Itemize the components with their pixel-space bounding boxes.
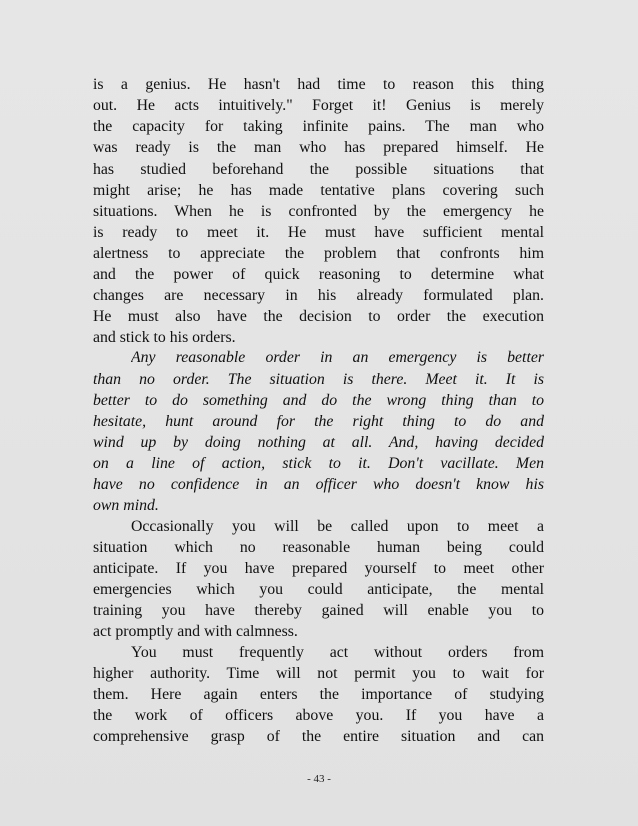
text-line: out. He acts intuitively." Forget it! Genius is merely — [93, 97, 544, 114]
text-line: higher authority. Time will not permit you to wait for — [93, 665, 544, 682]
text-line: training you have thereby gained will enable you to — [93, 602, 544, 619]
text-line: alertness to appreciate the problem that confronts him — [93, 245, 544, 262]
text-line: might arise; he has made tentative plans covering such — [93, 182, 544, 199]
text-line: anticipate. If you have prepared yourself to meet other — [93, 560, 544, 577]
page-number: - 43 - — [307, 773, 331, 785]
text-line: the capacity for taking infinite pains. The man who — [93, 118, 544, 135]
text-line: the work of officers above you. If you have a — [93, 707, 544, 724]
text-line: wind up by doing nothing at all. And, having decided — [93, 434, 544, 451]
text-line: have no confidence in an officer who doesn't know his — [93, 476, 544, 493]
text-line: is ready to meet it. He must have sufficient mental — [93, 224, 544, 241]
text-line: act promptly and with calmness. — [93, 623, 298, 640]
text-line: own mind. — [93, 497, 159, 514]
text-line: You must frequently act without orders from — [131, 644, 544, 661]
text-line: than no order. The situation is there. Meet it. It is — [93, 371, 544, 388]
text-line: them. Here again enters the importance of studying — [93, 686, 544, 703]
text-line: He must also have the decision to order the execution — [93, 308, 544, 325]
text-line: on a line of action, stick to it. Don't vacillate. Men — [93, 455, 544, 472]
text-line: emergencies which you could anticipate, the mental — [93, 581, 544, 598]
text-line: and the power of quick reasoning to determine what — [93, 266, 544, 283]
text-line: better to do something and do the wrong thing than to — [93, 392, 544, 409]
text-line: situation which no reasonable human being could — [93, 539, 544, 556]
text-line: was ready is the man who has prepared himself. He — [93, 139, 544, 156]
text-line: situations. When he is confronted by the emergency he — [93, 203, 544, 220]
text-line: Occasionally you will be called upon to meet a — [131, 518, 544, 535]
text-line: is a genius. He hasn't had time to reason this thing — [93, 76, 544, 93]
text-line: comprehensive grasp of the entire situation and can — [93, 728, 544, 745]
text-line: Any reasonable order in an emergency is better — [131, 349, 544, 366]
text-line: changes are necessary in his already formulated plan. — [93, 287, 544, 304]
text-line: has studied beforehand the possible situations that — [93, 161, 544, 178]
text-line: and stick to his orders. — [93, 329, 236, 346]
text-line: hesitate, hunt around for the right thing to do and — [93, 413, 544, 430]
